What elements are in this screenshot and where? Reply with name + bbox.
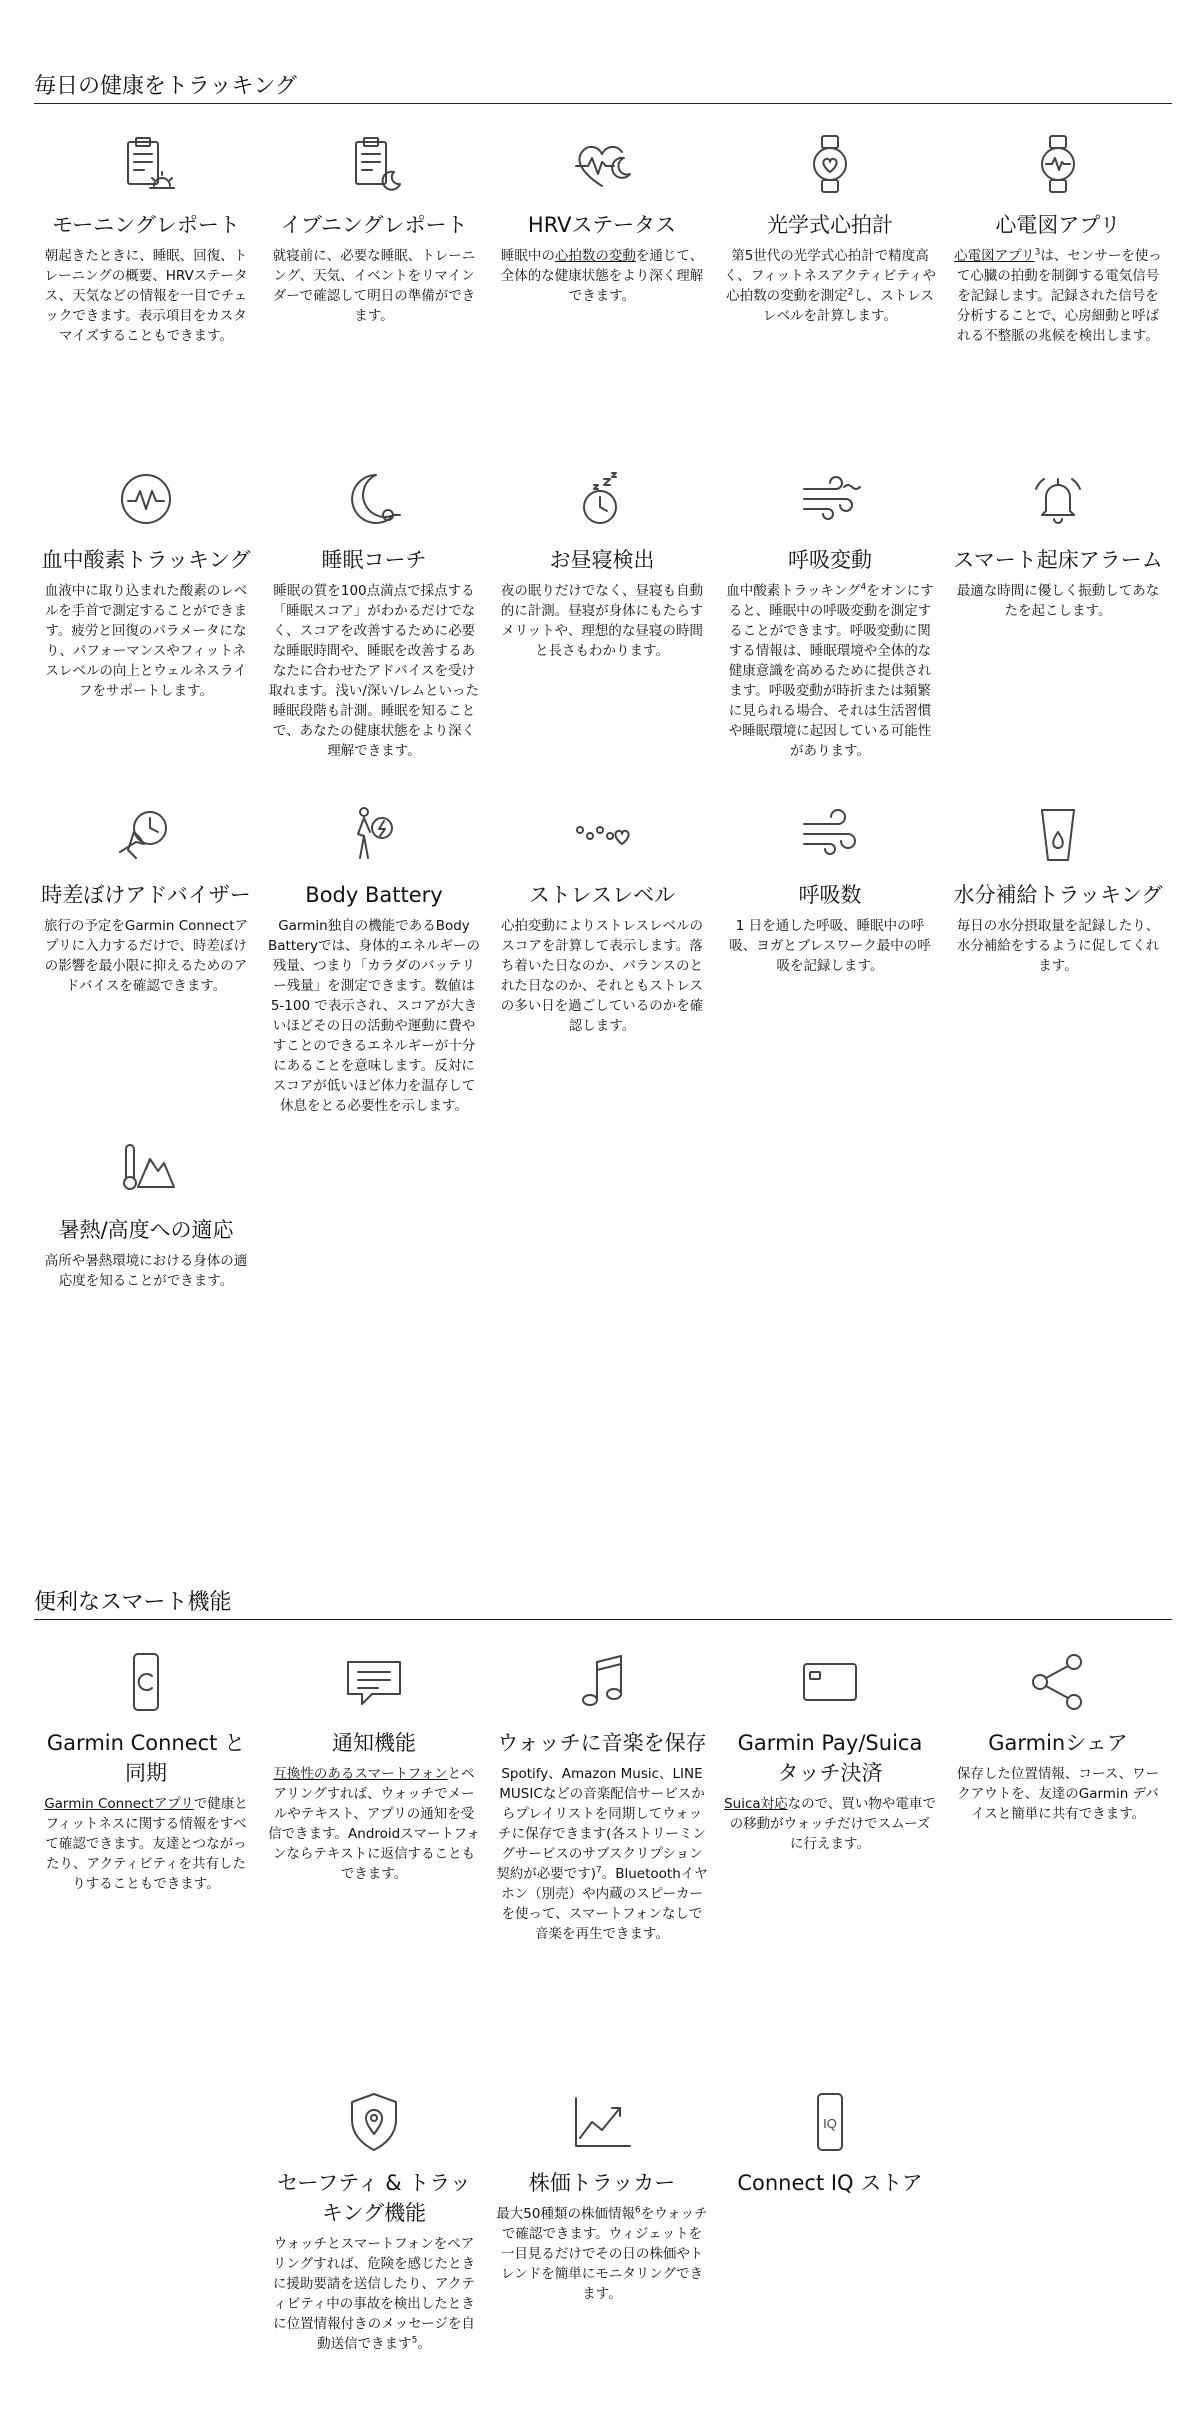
feature-title: ストレスレベル [528,883,676,907]
feature-title: Garmin Pay/Suica タッチ決済 [737,1731,923,1785]
desc-text: 血中酸素トラッキング [726,583,861,599]
feature-desc: 最適な時間に優しく振動してあなたを起こします。 [956,583,1160,619]
footnote-ref: 4 [860,582,867,593]
footnote-ref: 6 [634,2205,641,2216]
smart-features-grid [32,1650,1172,2416]
feature-heat-altitude [32,1137,260,1417]
clock-zzz-icon [570,467,634,531]
music-note-icon [570,1650,634,1714]
feature-body-battery [260,802,488,1137]
desc-text: をウォッチで確認できます。ウィジェットを一目見るだけでその日の株価やトレンドを簡単にモニタリングできます。 [500,2206,708,2302]
stock-chart-icon [570,2090,634,2154]
footnote-ref: 3 [1034,247,1041,258]
feature-desc [724,246,936,326]
feature-title: 光学式心拍計 [767,213,893,237]
glass-drop-icon [1026,802,1090,866]
feature-desc: 夜の眠りだけでなく、昼寝も自動的に計測。昼寝が身体にもたらすメリットや、理想的な昼寝の時間と長さもわかります。 [500,583,704,659]
feature-desc [268,2234,480,2354]
feature-title: Connect IQ ストア [737,2171,923,2195]
thermometer-mountain-icon [114,1137,178,1201]
feature-desc [724,1794,936,1854]
feature-desc: 就寝前に、必要な睡眠、トレーニング、天気、イベントをリマインダーで確認して明日の準備ができます。 [272,248,476,324]
feature-stress [488,802,716,1137]
feature-title: お昼寝検出 [549,548,655,572]
desc-text: 睡眠中の [500,248,555,264]
footnote-ref: 5 [411,2335,418,2346]
hrv-link[interactable]: 心拍数の変動 [554,248,636,264]
feature-breathing-variation [716,467,944,802]
desc-text: ウォッチとスマートフォンをペアリングすれば、危険を感じたときに援助要請を送信したり、アクティビティ中の事故を検出したときに位置情報付きのメッセージを自動送信できます [272,2236,476,2352]
feature-desc: 保存した位置情報、コース、ワークアウトを、友達のGarmin デバイスと簡単に共有できます。 [956,1766,1160,1822]
desc-text: とペアリングすれば、ウォッチでメールやテキスト、アプリの通知を受信できます。Androidスマートフォンならテキストに返信することもできます。 [268,1766,480,1882]
feature-jet-lag [32,802,260,1137]
health-row-2 [32,467,1172,802]
feature-title: 株価トラッカー [528,2171,676,2195]
feature-garmin-pay [716,1650,944,2090]
feature-title: Garminシェア [988,1731,1128,1755]
feature-safety-tracking [260,2090,488,2416]
feature-desc [496,246,708,306]
health-features-grid [32,132,1172,1417]
feature-title: 暑熱/高度への適応 [58,1218,234,1242]
desc-text: Spotify、Amazon Music、LINE MUSICなどの音楽配信サービスからプレイリストを同期してウォッチに保存できます(各ストリーミングサービスのサブスクリプション契約が必要です) [496,1766,706,1882]
feature-morning-report [32,132,260,467]
clipboard-sun-icon [114,132,178,196]
feature-title: イブニングレポート [280,213,468,237]
phone-iq-icon [798,2090,862,2154]
feature-title: ウォッチに音楽を保存 [497,1731,707,1755]
moon-coach-icon [342,467,406,531]
feature-title: 血中酸素トラッキング [41,548,251,572]
ecg-app-link[interactable]: 心電図アプリ [954,248,1035,264]
card-icon [798,1650,862,1714]
person-battery-icon [342,802,406,866]
desc-text: なので、買い物や電車での移動がウォッチだけでスムーズに行えます。 [729,1796,936,1852]
health-row-4 [32,1137,1172,1417]
feature-title: セーフティ & トラッキング機能 [277,2171,471,2225]
desc-text: をオンにすると、睡眠中の呼吸変動を測定することができます。呼吸変動に関する情報は、睡眠環境や全体的な健康意識を高めるために提供されます。呼吸変動が時折または頻繁に見られる場合、それは生活習慣や睡眠環境に起因している可能性があります。 [728,583,934,759]
feature-desc: 1 日を通した呼吸、睡眠中の呼吸、ヨガとブレスワーク最中の呼吸を記録します。 [729,918,931,974]
desc-text: し、ストレスレベルを計算します。 [763,288,934,324]
pulse-circle-icon [114,467,178,531]
health-row-3 [32,802,1172,1137]
feature-desc: 睡眠の質を100点満点で採点する「睡眠スコア」がわかるだけでなく、スコアを改善するために必要な睡眠時間や、睡眠を改善するあなたに合わせたアドバイスを受け取れます。浅い/深い/レムといった睡眠段階も計測。睡眠を知ることで、あなたの健康状態をより深く理解できます。 [269,583,479,759]
feature-ecg-app [944,132,1172,467]
feature-evening-report [260,132,488,467]
feature-title: Body Battery [305,883,443,907]
compatible-smartphone-link[interactable]: 互換性のあるスマートフォン [273,1766,448,1782]
share-icon [1026,1650,1090,1714]
feature-hrv-status [488,132,716,467]
feature-desc [952,246,1164,346]
wind-waves-icon [798,467,862,531]
health-row-1 [32,132,1172,467]
phone-sync-icon [114,1650,178,1714]
feature-notifications [260,1650,488,2090]
suica-link[interactable]: Suica対応 [724,1796,788,1812]
watch-heart-icon [798,132,862,196]
feature-title: 呼吸数 [798,883,862,907]
feature-desc [496,1764,708,1944]
desc-text: で健康とフィットネスに関する情報をすべて確認できます。友達とつながったり、アクティビティを共有したりすることもできます。 [45,1796,248,1892]
heart-pulse-moon-icon [570,132,634,196]
feature-connect-iq [716,2090,944,2416]
feature-title: スマート起床アラーム [953,548,1163,572]
feature-title: 水分補給トラッキング [953,883,1163,907]
desc-text: 。 [417,2336,431,2352]
feature-stock-tracker [488,2090,716,2416]
feature-title: Garmin Connect と同期 [46,1731,246,1785]
feature-desc: 朝起きたときに、睡眠、回復、トレーニングの概要、HRVステータス、天気などの情報を一目でチェックできます。表示項目をカスタマイズすることもできます。 [44,248,248,344]
feature-sleep-coach [260,467,488,802]
feature-garmin-share [944,1650,1172,2090]
desc-text: を通じて、全体的な健康状態をより深く理解できます。 [500,248,704,304]
feature-desc [40,1794,252,1894]
stress-dots-heart-icon [570,802,634,866]
feature-title: 時差ぼけアドバイザー [41,883,251,907]
feature-optical-hr [716,132,944,467]
smart-row-1 [32,1650,1172,2090]
plane-clock-icon [114,802,178,866]
feature-desc [496,2204,708,2304]
desc-text: 最大50種類の株価情報 [496,2206,635,2222]
feature-desc: 高所や暑熱環境における身体の適応度を知ることができます。 [44,1253,248,1289]
feature-desc: Garmin独自の機能であるBody Batteryでは、身体的エネルギーの残量、つまり「カラダのバッテリー残量」を測定できます。数値は5-100 で表示され、スコアが大きいほどその日の活動や運動に費やすことのできるエネルギーが十分にあることを意味します。反対にスコアが低いほど体力を温存して休息をとる必要性を示します。 [268,918,480,1114]
desc-text: 。Bluetoothイヤホン（別売）や内蔵のスピーカーを使って、スマートフォンなしで音楽を再生できます。 [501,1866,708,1942]
feature-pulse-ox [32,467,260,802]
clipboard-moon-icon [342,132,406,196]
desc-text: 第5世代の光学式心拍計で精度高く、フィットネスアクティビティや心拍数の変動を測定 [724,248,936,304]
iq-label: IQ [823,2116,837,2131]
feature-garmin-connect [32,1650,260,2090]
footnote-ref: 7 [596,1865,602,1876]
smart-row-2 [32,2090,1172,2416]
feature-title: 睡眠コーチ [321,548,427,572]
garmin-connect-link[interactable]: Garmin Connectアプリ [44,1796,194,1812]
chat-bubble-icon [342,1650,406,1714]
feature-desc: 心拍変動によりストレスレベルのスコアを計算して表示します。落ち着いた日なのか、バランスのとれた日なのか、それともストレスの多い日を過ごしているのかを確認します。 [500,918,704,1034]
wind-icon [798,802,862,866]
feature-desc: 旅行の予定をGarmin Connectアプリに入力するだけで、時差ぼけの影響を最小限に抑えるためのアドバイスを確認できます。 [43,918,249,994]
feature-smart-wake [944,467,1172,802]
feature-title: 通知機能 [332,1731,416,1755]
feature-hydration [944,802,1172,1137]
feature-title: モーニングレポート [52,213,240,237]
footnote-ref: 2 [847,287,854,298]
feature-title: 呼吸変動 [788,548,872,572]
section-title-smart: 便利なスマート機能 [34,1588,1172,1620]
watch-ecg-icon [1026,132,1090,196]
feature-desc [724,581,936,761]
feature-desc [268,1764,480,1884]
feature-nap-detect [488,467,716,802]
feature-title: HRVステータス [527,213,677,237]
section-title-health: 毎日の健康をトラッキング [34,72,1172,104]
feature-respiration [716,802,944,1137]
desc-text: は、センサーを使って心臓の拍動を制御する電気信号を記録します。記録された信号を分析することで、心房細動と呼ばれる不整脈の兆候を検出します。 [956,248,1162,344]
alarm-bell-icon [1026,467,1090,531]
feature-music [488,1650,716,2090]
feature-desc: 血液中に取り込まれた酸素のレベルを手首で測定することができます。疲労と回復のパラメータになり、パフォーマンスやフィットネスレベルの向上とウェルネスライフをサポートします。 [44,583,248,699]
feature-title: 心電図アプリ [995,213,1121,237]
feature-desc: 毎日の水分摂取量を記録したり、水分補給をするように促してくれます。 [956,918,1160,974]
shield-pin-icon [342,2090,406,2154]
